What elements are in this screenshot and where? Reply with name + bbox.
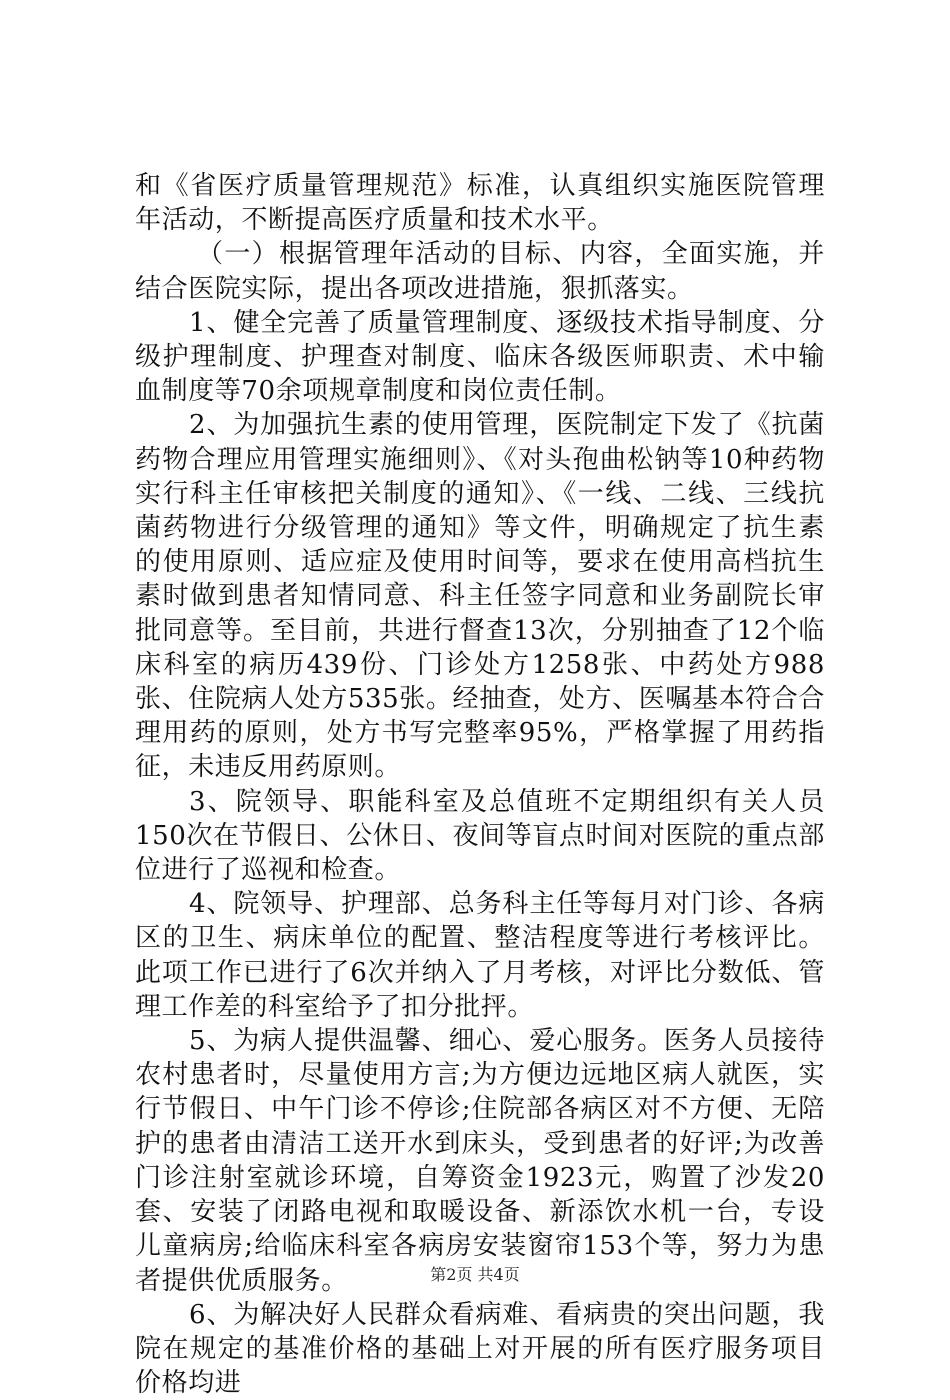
paragraph-item-6: 6、为解决好人民群众看病难、看病贵的突出问题，我院在规定的基准价格的基础上对开展的所有医疗服务项目价格均进 <box>135 1299 825 1399</box>
paragraph-continuation: 和《省医疗质量管理规范》标准，认真组织实施医院管理年活动，不断提高医疗质量和技术水平。 <box>135 171 825 236</box>
paragraph-item-4: 4、院领导、护理部、总务科主任等每月对门诊、各病区的卫生、病床单位的配置、整洁程度等进行考核评比。此项工作已进行了6次并纳入了月考核，对评比分数低、管理工作差的科室给予了扣分批抨。 <box>135 889 825 1022</box>
paragraph-item-5: 5、为病人提供温馨、细心、爱心服务。医务人员接待农村患者时，尽量使用方言;为方便边远地区病人就医，实行节假日、中午门诊不停诊;住院部各病区对不方便、无陪护的患者由清洁工送开水到床头，受到患者的好评;为改善门诊注射室就诊环境，自筹资金1923元，购置了沙发20套、安装了闭路电视和取暖设备、新添饮水机一台，专设儿童病房;给临床科室各病房安装窗帘153个等，努力为患者提供优质服务。 <box>135 1026 825 1296</box>
paragraph-section-one: （一）根据管理年活动的目标、内容，全面实施，并结合医院实际，提出各项改进措施，狠抓落实。 <box>135 239 825 304</box>
paragraph-item-1: 1、健全完善了质量管理制度、逐级技术指导制度、分级护理制度、护理查对制度、临床各级医师职责、术中输血制度等70余项规章制度和岗位责任制。 <box>135 307 825 407</box>
document-body <box>135 169 825 1400</box>
paragraph-item-2: 2、为加强抗生素的使用管理，医院制定下发了《抗菌药物合理应用管理实施细则》、《对头孢曲松钠等10种药物实行科主任审核把关制度的通知》、《一线、二线、三线抗菌药物进行分级管理的通知》等文件，明确规定了抗生素的使用原则、适应症及使用时间等，要求在使用高档抗生素时做到患者知情同意、科主任签字同意和业务副院长审批同意等。至目前，共进行督查13次，分别抽查了12个临床科室的病历439份、门诊处方1258张、中药处方988张、住院病人处方535张。经抽查，处方、医嘱基本符合合理用药的原则，处方书写完整率95%，严格掌握了用药指征，未违反用药原则。 <box>135 410 825 783</box>
page-footer: 第2页 共4页 <box>430 1265 520 1284</box>
paragraph-item-3: 3、院领导、职能科室及总值班不定期组织有关人员150次在节假日、公休日、夜间等盲点时间对医院的重点部位进行了巡视和检查。 <box>135 786 825 886</box>
